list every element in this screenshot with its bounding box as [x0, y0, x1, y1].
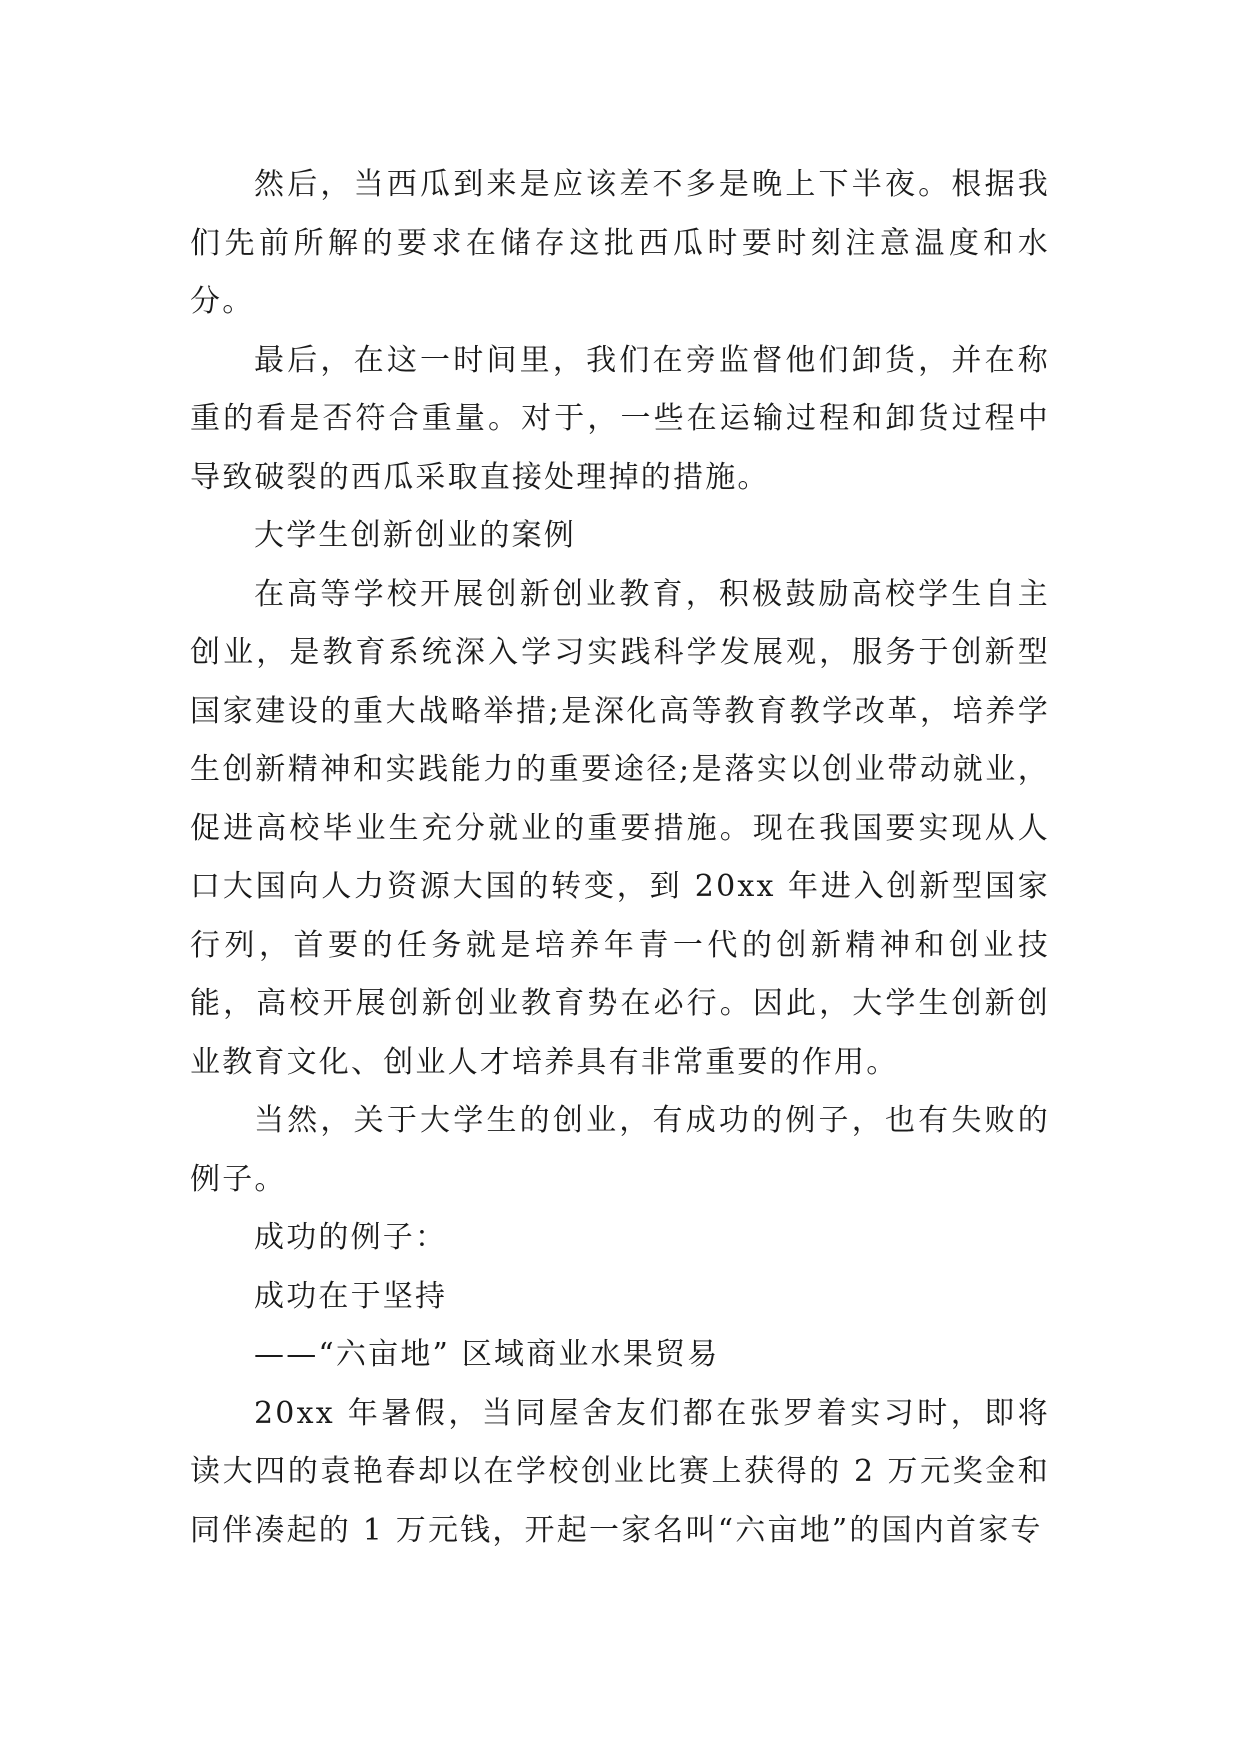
paragraph-success-and-failure: 当然，关于大学生的创业，有成功的例子，也有失败的例子。 [190, 1103, 1050, 1197]
paragraph-yuan-yanchun-story: 20xx 年暑假，当同屋舍友们都在张罗着实习时，即将读大四的袁艳春却以在学校创业比赛上获得的 2 万元奖金和同伴凑起的 1 万元钱，开起一家名叫“六亩地”的国内首家专 [190, 1395, 1050, 1548]
document-body [190, 156, 1050, 1560]
subheading-success-examples: 成功的例子： [254, 1220, 448, 1255]
paragraph-innovation-education: 在高等学校开展创新创业教育，积极鼓励高校学生自主创业，是教育系统深入学习实践科学发展观，服务于创新型国家建设的重大战略举措;是深化高等教育教学改革，培养学生创新精神和实践能力的重要途径;是落实以创业带动就业，促进高校毕业生充分就业的重要措施。现在我国要实现从人口大国向人力资源大国的转变，到 20xx 年进入创新型国家行列，首要的任务就是培养年青一代的创新精神和创业技能，高校开展创新创业教育势在必行。因此，大学生创新创业教育文化、创业人才培养具有非常重要的作用。 [190, 576, 1050, 1080]
section-heading-case-studies: 大学生创新创业的案例 [254, 518, 576, 553]
paragraph-unloading-supervision: 最后，在这一时间里，我们在旁监督他们卸货，并在称重的看是否符合重量。对于，一些在运输过程和卸货过程中导致破裂的西瓜采取直接处理掉的措施。 [190, 342, 1050, 495]
paragraph-watermelon-arrival: 然后，当西瓜到来是应该差不多是晚上下半夜。根据我们先前所解的要求在储存这批西瓜时要时刻注意温度和水分。 [190, 167, 1050, 319]
subheading-liumudi: ——“六亩地” 区域商业水果贸易 [254, 1337, 720, 1372]
subheading-persistence: 成功在于坚持 [254, 1278, 448, 1314]
